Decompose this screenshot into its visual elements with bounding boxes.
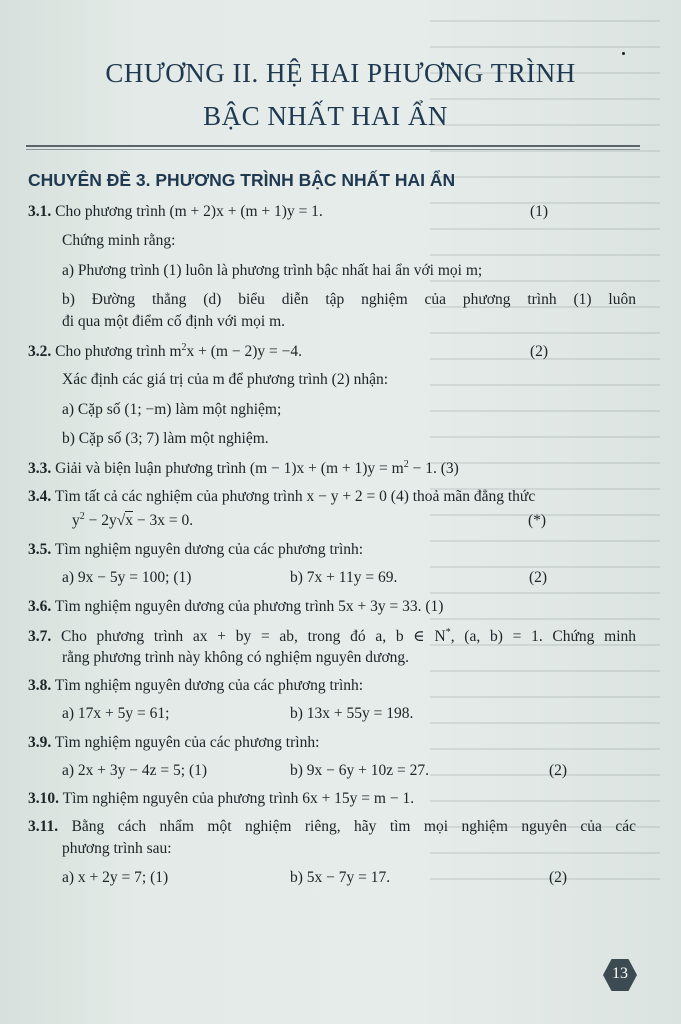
- problem-number: 3.2.: [28, 343, 52, 361]
- problem-number: 3.9.: [28, 734, 52, 751]
- problem-number: 3.11.: [28, 818, 59, 835]
- problem-text: Tìm nghiệm nguyên dương của các phương trình:: [54, 541, 364, 558]
- superscript: *: [445, 627, 451, 638]
- title-divider: [26, 145, 640, 147]
- problem-part-b: b) Cặp số (3; 7) làm một nghiệm.: [62, 430, 269, 447]
- eq-part: − 3x = 0.: [133, 512, 194, 530]
- problem-text-pre: Cho phương trình ax + by = ab, trong đó a, b ∈ N: [60, 628, 446, 646]
- problem-line: phương trình sau:: [62, 840, 172, 857]
- problem-text: Tìm nghiệm nguyên của các phương trình:: [54, 734, 320, 751]
- problem-text: Tìm nghiệm nguyên của phương trình 6x + 15y = m − 1.: [62, 790, 415, 807]
- problem-text: Tìm tất cả các nghiệm của phương trình x − y + 2 = 0 (4) thoả mãn đẳng thức: [54, 488, 536, 505]
- problem-text-pre: Cho phương trình m: [55, 343, 182, 361]
- sqrt-radicand: x: [125, 512, 134, 530]
- problem-text-pre: Giải và biện luận phương trình (m − 1)x + (m + 1)y = m: [55, 460, 404, 478]
- problem-part-a: a) x + 2y = 7; (1): [62, 869, 169, 886]
- problem-part-b: b) 7x + 11y = 69.: [290, 569, 398, 586]
- problem-number: 3.8.: [28, 677, 52, 694]
- problem-line: Xác định các giá trị của m để phương trình (2) nhận:: [62, 371, 389, 388]
- problem-part-b: b) 13x + 55y = 198.: [290, 705, 414, 722]
- problem-part-b: b) 5x − 7y = 17.: [290, 869, 391, 886]
- problem-number: 3.6.: [28, 598, 52, 615]
- equation-tag: (2): [549, 762, 568, 779]
- topic-heading: CHUYÊN ĐỀ 3. PHƯƠNG TRÌNH BẬC NHẤT HAI ẨN: [28, 170, 456, 190]
- sqrt-sign: √: [116, 512, 126, 530]
- eq-part: − 2y: [84, 512, 117, 530]
- problem-equation: [72, 511, 193, 530]
- problem-part-a: a) 2x + 3y − 4z = 5; (1): [62, 762, 208, 779]
- problem-part-a: a) Phương trình (1) luôn là phương trình bậc nhất hai ẩn với mọi m;: [62, 262, 483, 279]
- problem-3-9: [28, 734, 319, 752]
- problem-3-7: [28, 627, 636, 646]
- title-divider-thin: [26, 149, 640, 150]
- problem-3-11: [28, 818, 636, 836]
- problem-3-4: [28, 488, 535, 506]
- equation-tag: (1): [530, 203, 549, 220]
- equation-tag: (2): [549, 869, 568, 886]
- problem-line: Chứng minh rằng:: [62, 232, 176, 249]
- problem-part-a: a) 17x + 5y = 61;: [62, 705, 170, 722]
- problem-number: 3.1.: [28, 203, 52, 220]
- problem-3-10: [28, 790, 414, 808]
- problem-part-b: b) 9x − 6y + 10z = 27.: [290, 762, 430, 779]
- problem-text-post: , (a, b) = 1. Chứng minh: [450, 628, 637, 646]
- equation-tag: (2): [529, 569, 548, 586]
- superscript: 2: [403, 459, 409, 470]
- show-through-text: [430, 20, 660, 900]
- problem-number: 3.4.: [28, 488, 52, 505]
- problem-number: 3.7.: [28, 628, 52, 646]
- problem-number: 3.5.: [28, 541, 52, 558]
- problem-3-8: [28, 677, 363, 695]
- problem-text-post: x + (m − 2)y = −4.: [186, 343, 303, 361]
- problem-3-6: [28, 598, 443, 616]
- equation-tag: (2): [530, 343, 549, 360]
- problem-text: Tìm nghiệm nguyên dương của các phương trình:: [54, 677, 364, 694]
- superscript: 2: [181, 342, 187, 353]
- superscript: 2: [79, 511, 85, 522]
- problem-text: Bằng cách nhẩm một nghiệm riêng, hãy tìm mọi nghiệm nguyên của các: [71, 818, 637, 835]
- problem-3-5: [28, 541, 363, 559]
- eq-part: y: [72, 512, 80, 530]
- chapter-title-line2: BẬC NHẤT HAI ẨN: [203, 101, 448, 131]
- chapter-title-line1: CHƯƠNG II. HỆ HAI PHƯƠNG TRÌNH: [105, 58, 576, 88]
- page-number: 13: [612, 965, 628, 982]
- problem-3-1: [28, 203, 323, 221]
- problem-3-2: [28, 342, 302, 361]
- problem-text: Cho phương trình (m + 2)x + (m + 1)y = 1.: [55, 203, 323, 220]
- problem-part-b: b) Đường thẳng (d) biểu diễn tập nghiệm của phương trình (1) luôn: [62, 291, 636, 308]
- problem-number: 3.10.: [28, 790, 59, 807]
- problem-part-b-cont: đi qua một điểm cố định với mọi m.: [62, 313, 286, 330]
- problem-line: rằng phương trình này không có nghiệm nguyên dương.: [62, 649, 410, 666]
- problem-text: Tìm nghiệm nguyên dương của phương trình 5x + 3y = 33. (1): [54, 598, 444, 615]
- ink-dot: [622, 52, 625, 55]
- problem-part-a: a) 9x − 5y = 100; (1): [62, 569, 192, 586]
- problem-text-post: − 1. (3): [408, 460, 459, 478]
- problem-3-3: [28, 459, 459, 478]
- problem-number: 3.3.: [28, 460, 52, 478]
- problem-part-a: a) Cặp số (1; −m) làm một nghiệm;: [62, 401, 282, 418]
- equation-tag: (*): [528, 512, 547, 529]
